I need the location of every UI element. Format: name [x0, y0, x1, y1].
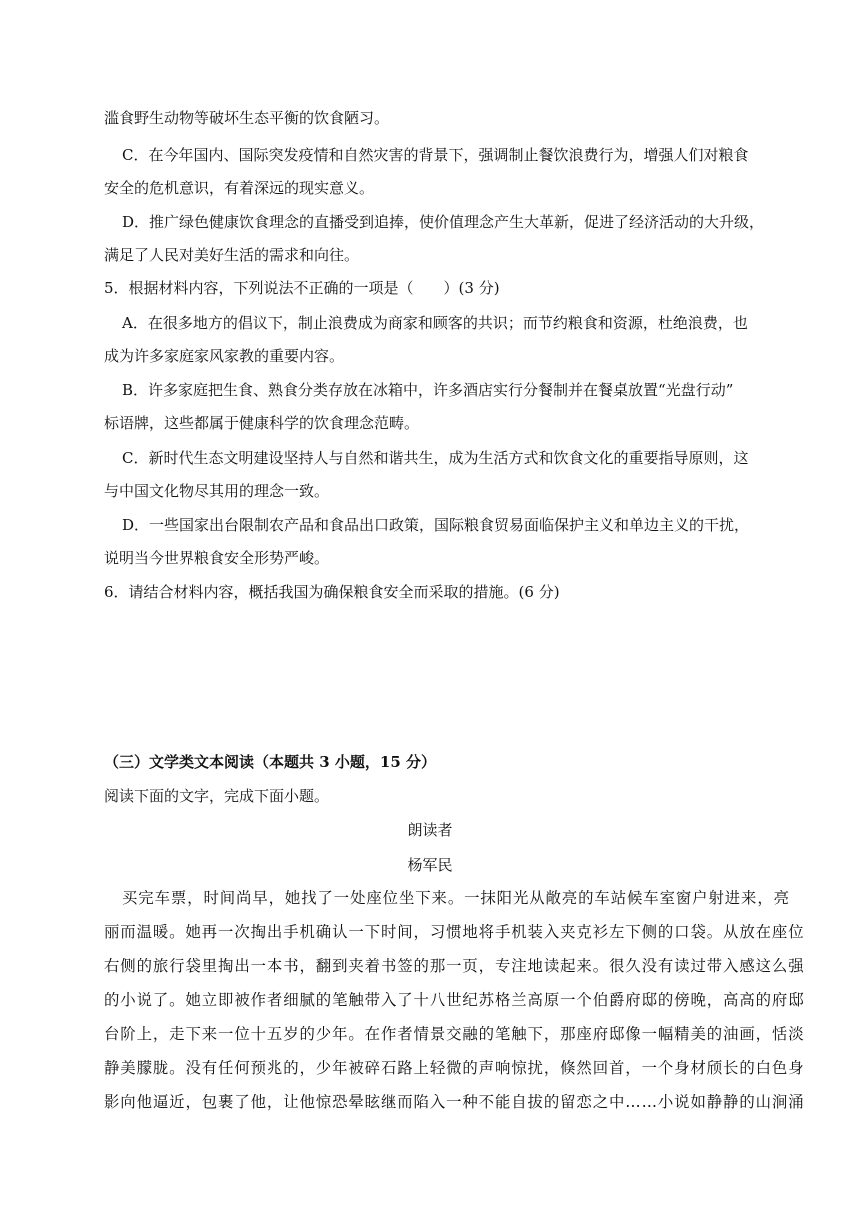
q4-option-c-line2: 安全的危机意识，有着深远的现实意义。	[104, 179, 375, 197]
story-title: 朗读者	[407, 821, 453, 839]
story-paragraph-line: 的小说了。她立即被作者细腻的笔触带入了十八世纪苏格兰高原一个伯爵府邸的傍晚，高高的府邸	[104, 991, 805, 1009]
story-paragraph-line: 影向他逼近，包裹了他，让他惊恐晕眩继而陷入一种不能自拔的留恋之中……小说如静静的山涧涌	[104, 1093, 805, 1111]
q5-stem: 5．根据材料内容，下列说法不正确的一项是（ ）(3 分)	[104, 279, 500, 297]
q5-option-d-line1: D．一些国家出台限制农产品和食品出口政策，国际粮食贸易面临保护主义和单边主义的干扰，	[122, 516, 750, 534]
story-paragraph-line: 丽而温暖。她再一次掏出手机确认一下时间，习惯地将手机装入夹克衫左下侧的口袋。从放在座位	[104, 923, 805, 941]
q5-option-a-line2: 成为许多家庭家风家教的重要内容。	[104, 347, 345, 365]
story-paragraph-line: 买完车票，时间尚早，她找了一处座位坐下来。一抹阳光从敞亮的车站候车室窗户射进来，亮	[122, 889, 790, 907]
section-heading: （三）文学类文本阅读（本题共 3 小题，15 分）	[104, 753, 436, 771]
q5-option-c-line2: 与中国文化物尽其用的理念一致。	[104, 482, 330, 500]
q5-option-b-line2: 标语牌，这些都属于健康科学的饮食理念范畴。	[104, 414, 420, 432]
q4-option-c-line1: C．在今年国内、国际突发疫情和自然灾害的背景下，强调制止餐饮浪费行为，增强人们对粮食	[122, 146, 749, 164]
story-paragraph-line: 台阶上，走下来一位十五岁的少年。在作者情景交融的笔触下，那座府邸像一幅精美的油画，恬淡	[104, 1025, 805, 1043]
q4-option-d-line1: D．推广绿色健康饮食理念的直播受到追捧，使价值理念产生大革新，促进了经济活动的大升级，	[122, 213, 765, 231]
story-paragraph-line: 右侧的旅行袋里掏出一本书，翻到夹着书签的那一页，专注地读起来。很久没有读过带入感这么强	[104, 957, 805, 975]
q5-option-c-line1: C．新时代生态文明建设坚持人与自然和谐共生，成为生活方式和饮食文化的重要指导原则，这	[122, 449, 749, 467]
q4-option-b-tail: 滥食野生动物等破坏生态平衡的饮食陋习。	[104, 109, 390, 127]
q4-option-d-line2: 满足了人民对美好生活的需求和向往。	[104, 246, 360, 264]
q5-option-a-line1: A．在很多地方的倡议下，制止浪费成为商家和顾客的共识；而节约粮食和资源，杜绝浪费，也	[122, 314, 748, 332]
reading-instruction: 阅读下面的文字，完成下面小题。	[104, 787, 330, 805]
q5-option-d-line2: 说明当今世界粮食安全形势严峻。	[104, 549, 330, 567]
story-paragraph-line: 静美朦胧。没有任何预兆的，少年被碎石路上轻微的声响惊扰，倏然回首，一个身材颀长的白色身	[104, 1059, 805, 1077]
story-author: 杨军民	[407, 856, 453, 874]
q5-option-b-line1: B．许多家庭把生食、熟食分类存放在冰箱中，许多酒店实行分餐制并在餐桌放置“光盘行动”	[122, 381, 734, 399]
q6-stem: 6．请结合材料内容，概括我国为确保粮食安全而采取的措施。(6 分)	[104, 583, 560, 601]
